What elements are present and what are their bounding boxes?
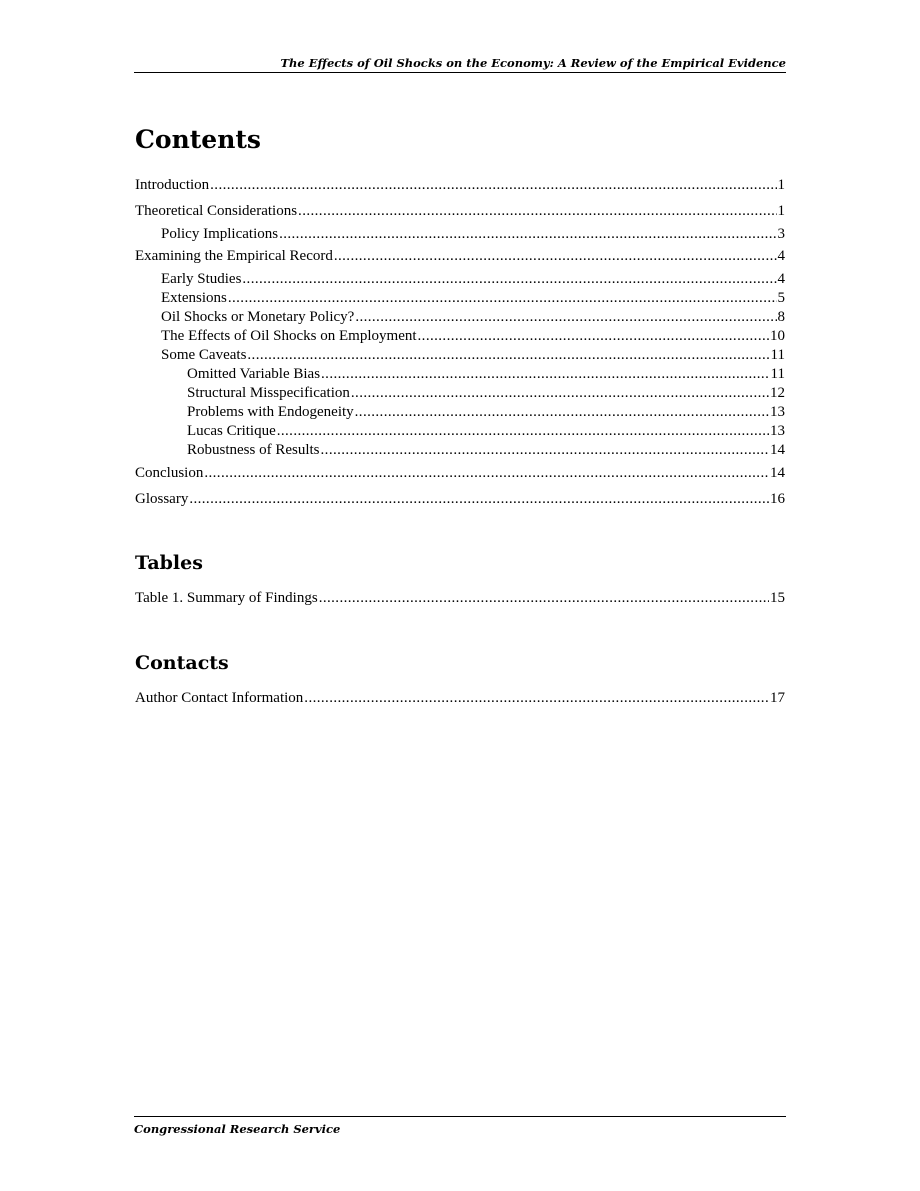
dot-leader bbox=[304, 689, 769, 707]
toc-label: Examining the Empirical Record bbox=[135, 248, 333, 264]
dot-leader bbox=[355, 403, 769, 421]
toc-page-number: 15 bbox=[770, 590, 785, 606]
toc-label: Problems with Endogeneity bbox=[187, 404, 354, 420]
toc-page-number: 17 bbox=[770, 690, 785, 706]
page-title: Contents bbox=[135, 125, 262, 154]
contacts-heading: Contacts bbox=[135, 652, 229, 674]
toc-entry-some-caveats[interactable] bbox=[161, 346, 785, 364]
toc-entry-policy-implications[interactable] bbox=[161, 225, 785, 243]
toc-entry-glossary[interactable] bbox=[135, 490, 785, 508]
toc-page-number: 16 bbox=[770, 491, 785, 507]
toc-page-number: 11 bbox=[770, 347, 785, 363]
toc-page-number: 14 bbox=[770, 442, 785, 458]
dot-leader bbox=[351, 384, 769, 402]
toc-label: Author Contact Information bbox=[135, 690, 304, 706]
toc-page-number: 11 bbox=[770, 366, 785, 382]
dot-leader bbox=[277, 422, 769, 440]
toc-entry-examining-empirical-record[interactable] bbox=[135, 247, 785, 265]
toc-label: Table 1. Summary of Findings bbox=[135, 590, 318, 606]
running-header: The Effects of Oil Shocks on the Economy: A Review of the Empirical Evidence bbox=[134, 56, 786, 73]
toc-page-number: 5 bbox=[777, 290, 785, 306]
toc-label: Lucas Critique bbox=[187, 423, 276, 439]
dot-leader bbox=[210, 176, 776, 194]
toc-page-number: 10 bbox=[770, 328, 785, 344]
toc-label: Conclusion bbox=[135, 465, 204, 481]
toc-page-number: 14 bbox=[770, 465, 785, 481]
toc-entry-theoretical-considerations[interactable] bbox=[135, 202, 785, 220]
dot-leader bbox=[228, 289, 777, 307]
toc-label: The Effects of Oil Shocks on Employment bbox=[161, 328, 417, 344]
toc-page-number: 13 bbox=[770, 423, 785, 439]
toc-page-number: 1 bbox=[777, 177, 785, 193]
toc-entry-table-1[interactable] bbox=[135, 589, 785, 607]
running-footer: Congressional Research Service bbox=[134, 1116, 786, 1136]
toc-label: Policy Implications bbox=[161, 226, 279, 242]
toc-label: Robustness of Results bbox=[187, 442, 320, 458]
dot-leader bbox=[321, 365, 770, 383]
toc-label: Glossary bbox=[135, 491, 189, 507]
dot-leader bbox=[279, 225, 776, 243]
toc-page-number: 4 bbox=[777, 271, 785, 287]
toc-page-number: 1 bbox=[777, 203, 785, 219]
dot-leader bbox=[319, 589, 769, 607]
toc-label: Structural Misspecification bbox=[187, 385, 350, 401]
toc-entry-problems-with-endogeneity[interactable] bbox=[187, 403, 785, 421]
toc-page-number: 12 bbox=[770, 385, 785, 401]
toc-page-number: 3 bbox=[777, 226, 785, 242]
toc-entry-extensions[interactable] bbox=[161, 289, 785, 307]
toc-entry-omitted-variable-bias[interactable] bbox=[187, 365, 785, 383]
dot-leader bbox=[189, 490, 769, 508]
dot-leader bbox=[334, 247, 777, 265]
toc-page-number: 4 bbox=[777, 248, 785, 264]
tables-heading: Tables bbox=[135, 552, 203, 574]
toc-label: Omitted Variable Bias bbox=[187, 366, 321, 382]
toc-label: Early Studies bbox=[161, 271, 242, 287]
dot-leader bbox=[247, 346, 769, 364]
toc-page-number: 13 bbox=[770, 404, 785, 420]
toc-label: Extensions bbox=[161, 290, 227, 306]
toc-label: Theoretical Considerations bbox=[135, 203, 298, 219]
toc-label: Oil Shocks or Monetary Policy? bbox=[161, 309, 355, 325]
toc-entry-author-contact[interactable] bbox=[135, 689, 785, 707]
dot-leader bbox=[298, 202, 776, 220]
toc-label: Introduction bbox=[135, 177, 210, 193]
toc-page-number: 8 bbox=[777, 309, 785, 325]
dot-leader bbox=[355, 308, 776, 326]
toc-entry-introduction[interactable] bbox=[135, 176, 785, 194]
toc-entry-early-studies[interactable] bbox=[161, 270, 785, 288]
toc-entry-oil-shocks-or-monetary-policy[interactable] bbox=[161, 308, 785, 326]
toc-entry-robustness-of-results[interactable] bbox=[187, 441, 785, 459]
toc-entry-lucas-critique[interactable] bbox=[187, 422, 785, 440]
toc-label: Some Caveats bbox=[161, 347, 247, 363]
dot-leader bbox=[242, 270, 776, 288]
dot-leader bbox=[418, 327, 769, 345]
toc-entry-conclusion[interactable] bbox=[135, 464, 785, 482]
toc-entry-structural-misspecification[interactable] bbox=[187, 384, 785, 402]
dot-leader bbox=[321, 441, 769, 459]
dot-leader bbox=[204, 464, 769, 482]
toc-entry-effects-on-employment[interactable] bbox=[161, 327, 785, 345]
